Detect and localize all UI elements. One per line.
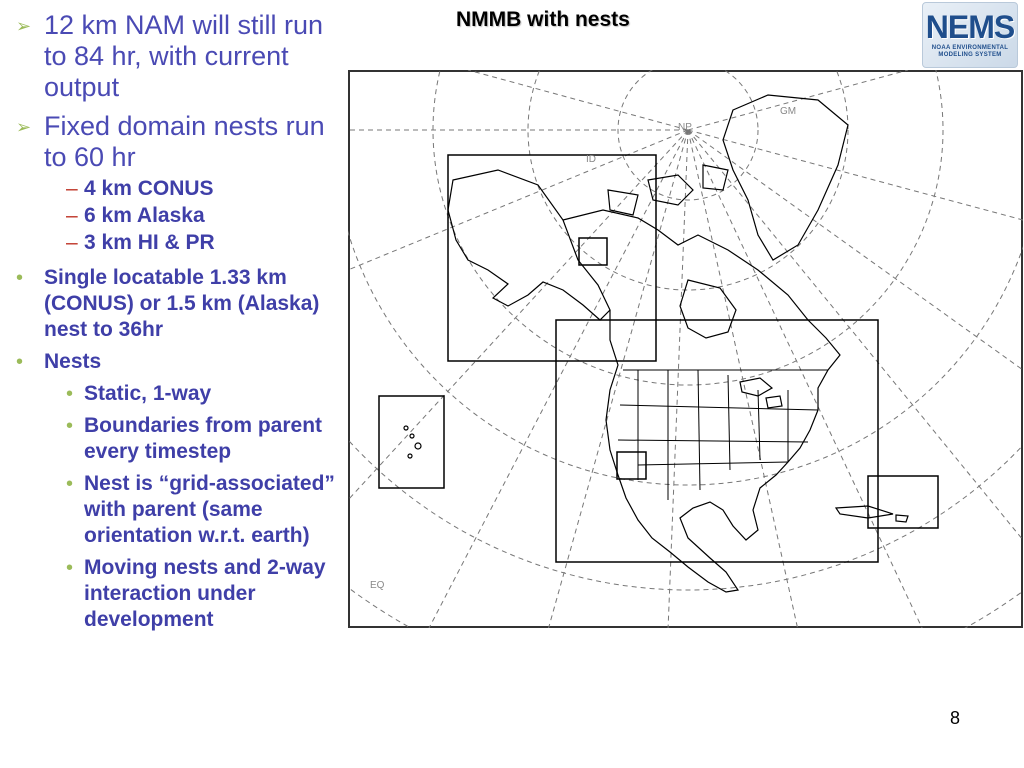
- bullet-item: [8, 349, 348, 375]
- domain-map-svg: [348, 70, 1023, 628]
- logo-wordmark: NEMS: [925, 9, 1015, 45]
- sub-bullet-text: Static, 1-way: [84, 382, 212, 405]
- dot-bullet-icon: •: [16, 351, 24, 373]
- dash-bullet-icon: –: [66, 177, 78, 200]
- map-label-id: ID: [586, 154, 596, 165]
- logo-subtitle-1: NOAA ENVIRONMENTAL: [931, 45, 1009, 51]
- sub-bullet-item: [8, 413, 348, 465]
- domain-map: [348, 70, 1023, 628]
- arrow-bullet-icon: ➢: [16, 16, 32, 36]
- sub-bullet-item: [8, 231, 348, 255]
- sub-bullet-item: [8, 381, 348, 407]
- logo-subtitle-2: MODELING SYSTEM: [938, 52, 1002, 58]
- dash-bullet-icon: –: [66, 231, 78, 254]
- dash-bullet-icon: –: [66, 204, 78, 227]
- sub-bullet-text: Moving nests and 2-way interaction under development: [84, 556, 326, 631]
- bullet-text: Single locatable 1.33 km (CONUS) or 1.5 km (Alaska) nest to 36hr: [44, 266, 320, 341]
- arrow-bullet-icon: ➢: [16, 117, 32, 137]
- sub-bullet-text: Nest is “grid-associated” with parent (same orientation w.r.t. earth): [84, 472, 335, 547]
- map-label-eq: EQ: [370, 580, 385, 591]
- slide-title: NMMB with nests: [456, 8, 630, 31]
- bullet-text: 12 km NAM will still run to 84 hr, with current output: [44, 10, 324, 102]
- bullet-item: [8, 265, 348, 343]
- dot-bullet-icon: •: [66, 473, 74, 495]
- sub-bullet-item: [8, 555, 348, 633]
- sub-bullet-text: 6 km Alaska: [84, 204, 205, 227]
- sub-bullet-item: [8, 177, 348, 201]
- dot-bullet-icon: •: [66, 557, 74, 579]
- dot-bullet-icon: •: [66, 415, 74, 437]
- page-number: 8: [950, 708, 961, 728]
- sub-bullet-text: 4 km CONUS: [84, 177, 214, 200]
- dot-bullet-icon: •: [16, 267, 24, 289]
- dot-bullet-icon: •: [66, 383, 74, 405]
- bullet-text: Fixed domain nests run to 60 hr: [44, 111, 325, 172]
- map-label-np: NP: [678, 122, 692, 133]
- sub-bullet-text: Boundaries from parent every timestep: [84, 414, 323, 463]
- bullet-item: [8, 10, 348, 103]
- map-label-gm: GM: [780, 106, 797, 117]
- sub-bullet-item: [8, 204, 348, 228]
- bullet-list: [8, 10, 348, 639]
- bullet-text: Nests: [44, 350, 102, 373]
- sub-bullet-text: 3 km HI & PR: [84, 231, 215, 254]
- sub-bullet-item: [8, 471, 348, 549]
- nems-logo: [922, 2, 1018, 68]
- bullet-item: [8, 111, 348, 173]
